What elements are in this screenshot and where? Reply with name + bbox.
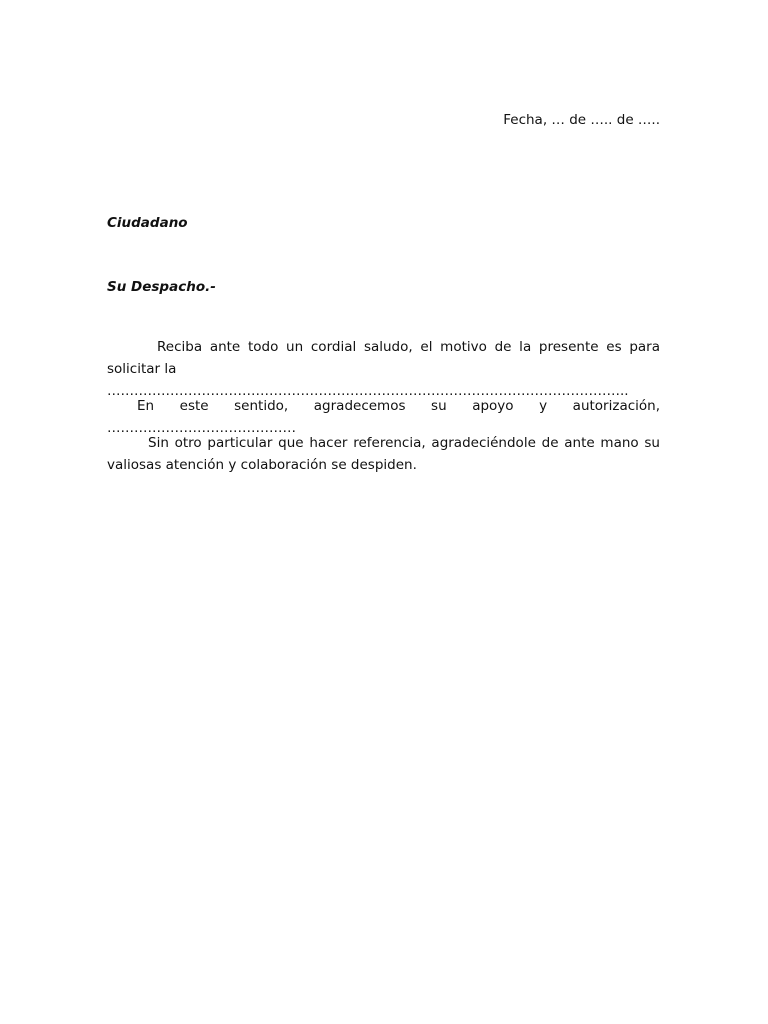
paragraph-authorization: En este sentido, agradecemos su apoyo y autorización, …………………………………… xyxy=(107,398,660,436)
paragraph-request-text: Reciba ante todo un cordial saludo, el motivo de la presente es para solicitar la xyxy=(107,339,660,377)
recipient-title: Ciudadano xyxy=(107,215,188,231)
date-line: Fecha, … de ….. de ….. xyxy=(503,112,660,128)
recipient-office: Su Despacho.- xyxy=(107,279,216,295)
paragraph-closing: Sin otro particular que hacer referencia, agradeciéndole de ante mano su valiosas atención y colaboración se despiden. xyxy=(107,435,660,473)
paragraph-request-fill-line: …………………………………………………………………………………………………….. xyxy=(107,383,629,399)
paragraph-request xyxy=(107,336,660,402)
